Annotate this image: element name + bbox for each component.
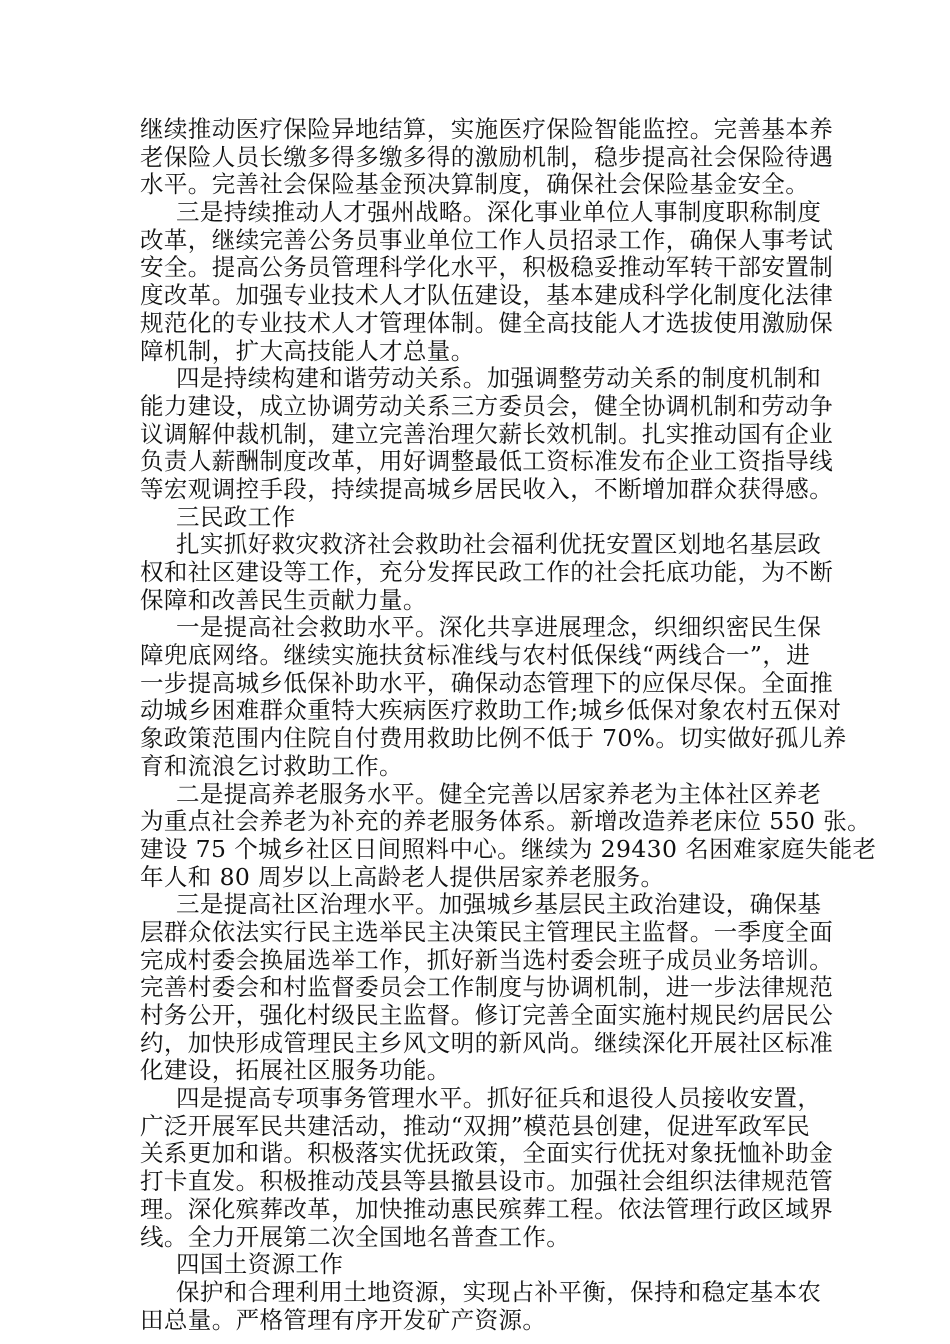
text-line: 层群众依法实行民主选举民主决策民主管理民主监督。一季度全面 [140,917,834,946]
text-line: 完善村委会和村监督委员会工作制度与协调机制，进一步法律规范 [140,973,834,1002]
text-line: 育和流浪乞讨救助工作。 [140,751,403,780]
text-line: 四是持续构建和谐劳动关系。加强调整劳动关系的制度机制和 [176,364,822,393]
text-line: 建设 75 个城乡社区日间照料中心。继续为 29430 名困难家庭失能老 [140,834,877,863]
text-line: 约，加快形成管理民主乡风文明的新风尚。继续深化开展社区标准 [140,1028,834,1057]
text-line: 度改革。加强专业技术人才队伍建设，基本建成科学化制度化法律 [140,281,834,310]
text-line: 三是持续推动人才强州战略。深化事业单位人事制度职称制度 [176,198,822,227]
text-line: 保障和改善民生贡献力量。 [140,585,427,614]
text-line: 障机制，扩大高技能人才总量。 [140,336,475,365]
text-line: 保护和合理利用土地资源，实现占补平衡，保持和稳定基本农 [176,1277,822,1306]
text-line: 三是提高社区治理水平。加强城乡基层民主政治建设，确保基 [176,890,822,919]
text-line: 老保险人员长缴多得多缴多得的激励机制，稳步提高社会保险待遇 [140,142,834,171]
text-line: 为重点社会养老为补充的养老服务体系。新增改造养老床位 550 张。 [140,807,871,836]
text-line: 议调解仲裁机制，建立完善治理欠薪长效机制。扎实推动国有企业 [140,419,834,448]
text-line: 关系更加和谐。积极落实优抚政策，全面实行优抚对象抚恤补助金 [140,1139,834,1168]
paragraph [140,1084,834,1251]
paragraph [140,198,834,365]
text-line: 打卡直发。积极推动茂县等县撤县设市。加强社会组织法律规范管 [140,1167,834,1196]
text-line: 理。深化殡葬改革，加快推动惠民殡葬工程。依法管理行政区域界 [140,1194,834,1223]
document-body [140,115,877,1334]
text-line: 化建设，拓展社区服务功能。 [140,1056,451,1085]
text-line: 负责人薪酬制度改革，用好调整最低工资标准发布企业工资指导线 [140,447,834,476]
text-line: 动城乡困难群众重特大疾病医疗救助工作;城乡低保对象农村五保对 [140,696,842,725]
paragraph [140,364,834,503]
text-line: 二是提高养老服务水平。健全完善以居家养老为主体社区养老 [176,779,822,808]
text-line: 象政策范围内住院自付费用救助比例不低于 70%。切实做好孤儿养 [140,724,847,753]
text-line: 改革，继续完善公务员事业单位工作人员招录工作，确保人事考试 [140,225,834,254]
text-line: 四国土资源工作 [176,1250,344,1279]
text-line: 水平。完善社会保险基金预决算制度，确保社会保险基金安全。 [140,170,810,199]
paragraph [140,530,834,614]
text-line: 年人和 80 周岁以上高龄老人提供居家养老服务。 [140,862,665,891]
paragraph [140,613,847,780]
text-line: 广泛开展军民共建活动，推动“双拥”模范县创建，促进军政军民 [140,1111,811,1140]
paragraph [140,779,877,892]
text-line: 田总量。严格管理有序开发矿产资源。 [140,1305,547,1334]
text-line: 完成村委会换届选举工作，抓好新当选村委会班子成员业务培训。 [140,945,834,974]
text-line: 安全。提高公务员管理科学化水平，积极稳妥推动军转干部安置制 [140,253,834,282]
text-line: 等宏观调控手段，持续提高城乡居民收入，不断增加群众获得感。 [140,474,834,503]
text-line: 障兜底网络。继续实施扶贫标准线与农村低保线“两线合一”，进 [140,641,811,670]
text-line: 三民政工作 [176,502,296,531]
paragraph [140,1279,820,1334]
section-heading [140,504,820,532]
text-line: 能力建设，成立协调劳动关系三方委员会，健全协调机制和劳动争 [140,391,834,420]
paragraph [140,890,834,1085]
section-heading [140,1251,820,1279]
text-line: 继续推动医疗保险异地结算，实施医疗保险智能监控。完善基本养 [140,115,834,143]
text-line: 一步提高城乡低保补助水平，确保动态管理下的应保尽保。全面推 [140,668,834,697]
text-line: 权和社区建设等工作，充分发挥民政工作的社会托底功能，为不断 [140,558,834,586]
text-line: 扎实抓好救灾救济社会救助社会福利优抚安置区划地名基层政 [176,530,822,559]
text-line: 一是提高社会救助水平。深化共享进展理念，织细织密民生保 [176,613,822,642]
text-line: 规范化的专业技术人才管理体制。健全高技能人才选拔使用激励保 [140,308,834,337]
paragraph [140,115,834,199]
text-line: 四是提高专项事务管理水平。抓好征兵和退役人员接收安置， [176,1084,822,1113]
text-line: 村务公开，强化村级民主监督。修订完善全面实施村规民约居民公 [140,1001,834,1029]
text-line: 线。全力开展第二次全国地名普查工作。 [140,1222,571,1251]
